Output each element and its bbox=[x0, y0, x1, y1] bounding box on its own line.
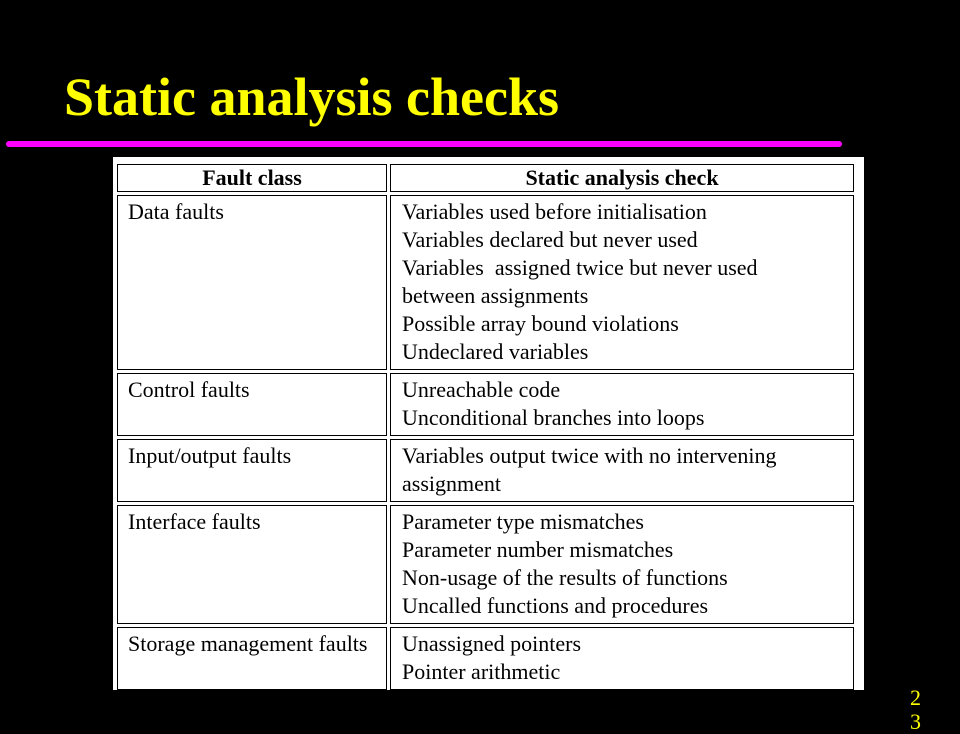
table-row bbox=[117, 439, 854, 502]
check-item: Non-usage of the results of functions bbox=[402, 565, 728, 590]
static-analysis-table bbox=[114, 161, 857, 693]
check-item: Parameter type mismatches bbox=[402, 509, 644, 534]
check-item: Variables assigned twice but never used bbox=[402, 255, 758, 280]
table-header-row bbox=[117, 164, 854, 192]
fault-class-cell: Control faults bbox=[117, 373, 387, 436]
check-cell bbox=[390, 505, 854, 624]
check-item: Variables used before initialisation bbox=[402, 199, 707, 224]
slide-title: Static analysis checks bbox=[64, 67, 560, 127]
fault-class-cell: Input/output faults bbox=[117, 439, 387, 502]
check-cell bbox=[390, 195, 854, 370]
table-row bbox=[117, 627, 854, 690]
check-item: between assignments bbox=[402, 283, 589, 308]
table-row bbox=[117, 505, 854, 624]
fault-class-cell: Interface faults bbox=[117, 505, 387, 624]
check-item: Uncalled functions and procedures bbox=[402, 593, 709, 618]
check-item: assignment bbox=[402, 471, 501, 496]
check-item: Pointer arithmetic bbox=[402, 659, 561, 684]
check-cell bbox=[390, 373, 854, 436]
check-item: Undeclared variables bbox=[402, 339, 589, 364]
check-cell bbox=[390, 627, 854, 690]
page-number: 2 3 bbox=[910, 685, 921, 734]
check-item: Unconditional branches into loops bbox=[402, 405, 705, 430]
table-row bbox=[117, 373, 854, 436]
fault-class-cell: Data faults bbox=[117, 195, 387, 370]
check-item: Unreachable code bbox=[402, 377, 561, 402]
check-item: Variables declared but never used bbox=[402, 227, 698, 252]
table-panel bbox=[113, 157, 864, 690]
check-item: Variables output twice with no intervening bbox=[402, 443, 777, 468]
check-item: Parameter number mismatches bbox=[402, 537, 674, 562]
check-cell bbox=[390, 439, 854, 502]
check-item: Unassigned pointers bbox=[402, 631, 582, 656]
fault-class-cell: Storage management faults bbox=[117, 627, 387, 690]
table-row bbox=[117, 195, 854, 370]
header-fault-class: Fault class bbox=[117, 164, 387, 192]
header-static-analysis-check: Static analysis check bbox=[390, 164, 854, 192]
title-underline bbox=[6, 141, 842, 147]
check-item: Possible array bound violations bbox=[402, 311, 679, 336]
